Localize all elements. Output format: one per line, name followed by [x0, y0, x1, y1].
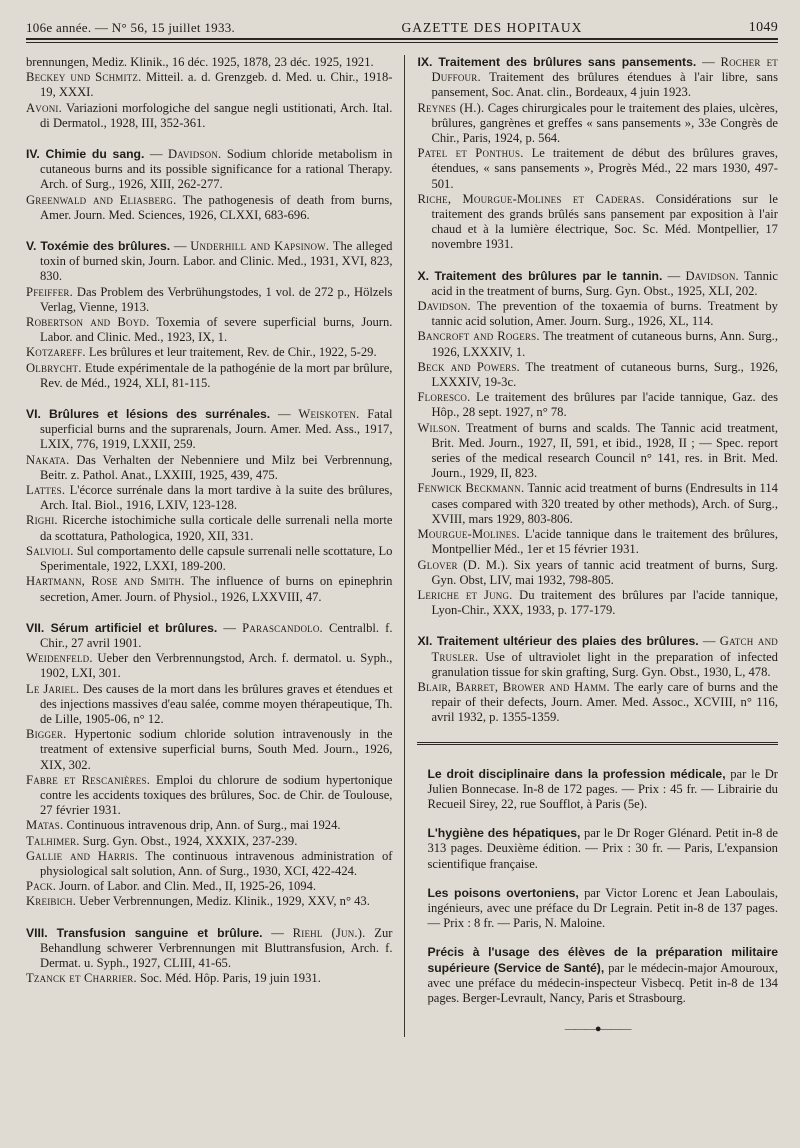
- reference-text: The early care of burns and the repair of their defects, Journ. Amer. Med. Assoc., XCVIII, n° 116, avril 1932, p. 1355-1359.: [431, 679, 778, 725]
- reference-text: Sodium chloride metabolism in cutaneous burns and its possible significance for a rational Therapy. Arch. of Surg., 1926, XIII, 262-277.: [40, 147, 393, 192]
- reference-entry: [26, 513, 392, 543]
- reference-text: Surg. Gyn. Obst., 1924, XXXIX, 237-239.: [79, 833, 298, 848]
- two-column-body: [26, 55, 778, 1037]
- reference-text: Le traitement de début des brûlures graves, étendues, « sans pansements », Progrès Méd., 22 mars 1930, 497-501.: [431, 146, 778, 191]
- author-name: Gatch and Trusler.: [431, 634, 778, 664]
- book-title: Les poisons overtoniens,: [427, 885, 579, 900]
- author-name: Davidson.: [168, 147, 222, 162]
- author-name: Le Jariel.: [26, 681, 80, 696]
- reference-entry: [26, 773, 392, 819]
- author-name: Weidenfeld.: [26, 651, 93, 666]
- section-entry: XI. Traitement ultérieur des plaies des brûlures. — Gatch and Trusler. Use of ultraviolet light in the preparation of infected granulation tissue for skin grafting, Surg. Gyn. Obst., 1930, L, 478.: [417, 634, 778, 679]
- reference-text: Soc. Méd. Hôp. Paris, 19 juin 1931.: [136, 971, 321, 986]
- reference-entry: [26, 315, 392, 345]
- author-name: Mourgue-Molines.: [417, 527, 520, 542]
- author-name: Avoni.: [26, 100, 62, 115]
- book-details: par Victor Lorenc et Jean Laboulais, ingénieurs, avec une préface du Dr Legrain. Petit in-8 de 137 pages. — Prix : 8 fr. — Paris, N. Maloine.: [427, 885, 778, 931]
- reference-entry: [417, 329, 778, 359]
- reference-entry: [417, 192, 778, 253]
- header-rule-thin: [26, 42, 778, 43]
- book-notice: [417, 826, 778, 872]
- book-details: par le Dr Roger Glénard. Petit in-8 de 313 pages. Deuxième édition. — Prix : 30 fr. — Paris, L'expansion scientifique française.: [427, 826, 778, 871]
- reference-text: Sul comportamento delle capsule surrenali nelle scottature, Lo Sperimentale, 1922, LXXI, 189-200.: [40, 543, 393, 574]
- author-name: Righi.: [26, 513, 58, 528]
- reference-text: Zur Behandlung schwerer Verbrennungen mit Bluttransfusion, Arch. f. Dermat. u. Syph., 1927, CLIII, 41-65.: [40, 925, 393, 970]
- author-name: Rocher et Duffour.: [431, 55, 778, 85]
- book-notice: [417, 767, 778, 813]
- section-heading: IV. Chimie du sang.: [26, 147, 145, 162]
- author-name: Floresco.: [417, 390, 471, 405]
- reference-entry: [26, 544, 392, 574]
- author-name: Olbrycht.: [26, 360, 82, 375]
- author-name: Leriche et Jung.: [417, 587, 513, 602]
- author-name: Nakata.: [26, 452, 70, 467]
- author-name: Kreibich.: [26, 894, 77, 909]
- reference-entry: [26, 345, 392, 360]
- author-name: Lattes.: [26, 483, 66, 498]
- author-name: Wilson.: [417, 420, 461, 435]
- reference-text: Variazioni morfologiche del sangue negli ustitionati, Arch. Ital. di Dermatol., 1928, III, 352-361.: [40, 100, 393, 130]
- reference-entry: [26, 193, 392, 223]
- reference-entry: [417, 360, 778, 390]
- reference-entry: [417, 680, 778, 726]
- author-name: Davidson.: [685, 268, 739, 283]
- author-name: Hartmann, Rose and Smith.: [26, 574, 185, 589]
- section-entry: VII. Sérum artificiel et brûlures. — Parascandolo. Centralbl. f. Chir., 27 avril 1901.: [26, 620, 393, 650]
- reference-entry: [26, 651, 392, 681]
- reference-entry: [417, 421, 778, 482]
- section-entry: VIII. Transfusion sanguine et brûlure. — Riehl (Jun.). Zur Behandlung schwerer Verbrennungen mit Bluttransfusion, Arch. f. Dermat. u. Syph., 1927, CLIII, 41-65.: [26, 925, 393, 970]
- reference-text: Considérations sur le traitement des grands brûlés sans pansement par exposition à l'air chaud et à la lumière électrique, Soc. Sc. Méd. Montpellier, 17 novembre 1931.: [431, 191, 778, 252]
- reference-entry: [417, 481, 778, 527]
- author-name: Pack.: [26, 879, 57, 894]
- section-entry: X. Traitement des brûlures par le tannin. — Davidson. Tannic acid in the treatment of burns, Surg. Gyn. Obst., 1925, XLI, 202.: [417, 268, 778, 298]
- reference-entry: [417, 299, 778, 329]
- reference-text: The prevention of the toxaemia of burns. Treatment by tannic acid solution, Amer. Journ. Surg., 1926, XL, 114.: [431, 299, 778, 329]
- header-rule: [26, 38, 778, 40]
- reference-entry: [417, 101, 778, 147]
- reference-text: The influence of burns on epinephrin secretion, Amer. Journ. of Physiol., 1926, LXXVIII, 47.: [40, 574, 393, 604]
- section-heading: X. Traitement des brûlures par le tannin.: [417, 268, 663, 283]
- reference-text: Ricerche istochimiche sulla corticale delle surrenali nella morte da scottatura, Pathologica, 1920, XII, 331.: [40, 513, 393, 543]
- book-title: L'hygiène des hépatiques,: [427, 826, 581, 841]
- author-name: Beckey und Schmitz.: [26, 70, 142, 85]
- reference-text: Six years of tannic acid treatment of burns, Surg. Gyn. Obst, LIV, mai 1932, 798-805.: [431, 557, 778, 587]
- reference-text: Du traitement des brûlures par l'acide tannique, Lyon-Chir., XXX, 1933, p. 177-179.: [431, 587, 778, 618]
- author-name: Gallie and Harris.: [26, 848, 139, 863]
- reference-entry: [26, 574, 392, 604]
- author-name: Salvioli.: [26, 543, 74, 558]
- end-ornament: ———●———: [564, 1023, 631, 1036]
- book-notice: [417, 945, 778, 1006]
- author-name: Talhimer.: [26, 833, 80, 848]
- book-details: par le Dr Julien Bonnecase. In-8 de 172 pages. — Prix : 45 fr. — Librairie du Recueil Sirey, 22, rue Soufflot, à Paris (5e).: [427, 766, 778, 811]
- book-details: par le médecin-major Amouroux, avec une préface du médecin-inspecteur Visbecq. Petit in-8 de 134 pages. Berger-Levrault, Nancy, Paris et Strasbourg.: [427, 960, 778, 1005]
- reference-entry: [26, 971, 392, 986]
- author-name: Robertson and Boyd.: [26, 315, 150, 330]
- reference-text: Cages chirurgicales pour le traitement des plaies, ulcères, brûlures, gangrènes et greffes « sans pansements », 33e Congrès de Chir., Paris, 1924, p. 564.: [431, 100, 778, 146]
- author-name: Pfeiffer.: [26, 284, 73, 299]
- reference-text: Fatal superficial burns and the suprarenals, Journ. Amer. Med. Ass., 1917, LXIX, 776, 1919, LXXII, 259.: [40, 407, 393, 452]
- author-name: Greenwald and Eliasberg.: [26, 192, 177, 207]
- author-name: Bancroft and Rogers.: [417, 329, 540, 344]
- reference-entry: [26, 101, 392, 131]
- left-column: [26, 55, 404, 1037]
- book-title: Précis à l'usage des élèves de la préparation militaire supérieure (Service de Santé),: [427, 945, 778, 975]
- reference-text: The treatment of cutaneous burns, Ann. Surg., 1926, LXXXIV, 1.: [431, 329, 778, 359]
- book-notices: [417, 767, 778, 1007]
- journal-title: GAZETTE DES HOPITAUX: [401, 20, 583, 35]
- book-notice: [417, 886, 778, 932]
- reference-text: Das Problem des Verbrühungstodes, 1 vol. de 272 p., Hölzels Verlag, Vienne, 1913.: [40, 284, 393, 314]
- author-name: Riche, Mourgue-Molines et Caderas.: [417, 191, 645, 206]
- reference-text: brennungen, Mediz. Klinik., 16 déc. 1925, 1878, 23 déc. 1925, 1921.: [26, 55, 374, 69]
- reference-text: Des causes de la mort dans les brûlures graves et étendues et des injections massives d'eau salée, comme moyen thérapeutique, Th. de Lille, 1905-06, n° 12.: [40, 681, 393, 726]
- author-name: Glover (D. M.).: [417, 557, 509, 572]
- reference-text: The continuous intravenous administration of physiological salt solution, Ann. of Surg., 1930, XCI, 422-424.: [40, 848, 393, 878]
- section-heading: IX. Traitement des brûlures sans pansements.: [417, 55, 697, 69]
- reference-text: Journ. of Labor. and Clin. Med., II, 1925-26, 1094.: [56, 879, 317, 894]
- author-name: Matas.: [26, 818, 64, 833]
- section-entry: IX. Traitement des brûlures sans pansements. — Rocher et Duffour. Traitement des brûlures étendues à l'air libre, sans pansement, Soc. Anat. clin., Bordeaux, 4 juin 1923.: [417, 55, 778, 100]
- page-number: 1049: [748, 20, 778, 35]
- reference-entry: [417, 527, 778, 557]
- reference-entry: [417, 558, 778, 588]
- reference-entry: [26, 818, 392, 833]
- right-column-references: [417, 55, 778, 726]
- section-heading: XI. Traitement ultérieur des plaies des brûlures.: [417, 634, 699, 649]
- reference-entry: [26, 894, 392, 909]
- section-heading: VII. Sérum artificiel et brûlures.: [26, 620, 218, 635]
- section-entry: IV. Chimie du sang. — Davidson. Sodium chloride metabolism in cutaneous burns and its possible significance for a rational Therapy. Arch. of Surg., 1926, XIII, 262-277.: [26, 147, 393, 192]
- reference-text: Mitteil. a. d. Grenzgeb. d. Med. u. Chir., 1918-19, XXXI.: [40, 70, 393, 100]
- running-header: [26, 10, 778, 36]
- reference-text: Tannic acid treatment of burns (Endresults in 114 cases compared with 320 treated by other methods), Arch. of Surg., XVIII, mars 1929, 803-806.: [431, 481, 778, 526]
- reference-text: Tannic acid in the treatment of burns, Surg. Gyn. Obst., 1925, XLI, 202.: [431, 268, 778, 298]
- reference-text: Das Verhalten der Nebenniere und Milz bei Verbrennung, Beitr. z. Pathol. Anat., LXXIII, 1925, 439, 475.: [40, 452, 393, 482]
- reference-entry: [417, 146, 778, 192]
- author-name: Beck and Powers.: [417, 359, 520, 374]
- reference-text: Treatment of burns and scalds. The Tannic acid treatment, Brit. Med. Journ., 1927, II, 591, et ibid., 1928, II ; — Spec. report series of the medical research Council n° 141, res. in Brit. Med. Journ., 1929, II, 823.: [431, 420, 778, 481]
- reference-text: Emploi du chlorure de sodium hypertonique contre les accidents toxiques des brûlures, Soc. de Chir. de Toulouse, 27 février 1931.: [40, 772, 393, 818]
- reference-text: Ueber Verbrennungen, Mediz. Klinik., 1929, XXV, n° 43.: [76, 894, 370, 909]
- reference-text: Les brûlures et leur traitement, Rev. de Chir., 1922, 5-29.: [85, 345, 377, 360]
- reference-text: The pathogenesis of death from burns, Amer. Journ. Med. Sciences, 1926, CLXXI, 683-696.: [40, 192, 393, 222]
- author-name: Fenwick Beckmann.: [417, 481, 525, 496]
- section-separator: [417, 742, 778, 745]
- reference-text: Centralbl. f. Chir., 27 avril 1901.: [40, 620, 393, 650]
- reference-entry: [26, 55, 392, 70]
- section-entry: VI. Brûlures et lésions des surrénales. — Weiskoten. Fatal superficial burns and the suprarenals, Journ. Amer. Med. Ass., 1917, LXIX, 776, 1919, LXXII, 259.: [26, 407, 393, 452]
- author-name: Tzanck et Charrier.: [26, 971, 137, 986]
- section-heading: VI. Brûlures et lésions des surrénales.: [26, 407, 271, 422]
- reference-text: Ueber den Verbrennungstod, Arch. f. dermatol. u. Syph., 1902, LXI, 301.: [40, 651, 393, 681]
- author-name: Riehl (Jun.).: [292, 925, 366, 940]
- reference-entry: [26, 834, 392, 849]
- reference-entry: [26, 879, 392, 894]
- reference-entry: [417, 588, 778, 618]
- author-name: Blair, Barret, Brower and Hamm.: [417, 679, 610, 694]
- book-title: Le droit disciplinaire dans la profession médicale,: [427, 766, 726, 781]
- reference-text: Toxemia of severe superficial burns, Journ. Labor. and Clinic. Med., 1923, IX, 1.: [40, 315, 393, 345]
- reference-entry: [26, 285, 392, 315]
- section-heading: V. Toxémie des brûlures.: [26, 239, 171, 254]
- reference-text: Use of ultraviolet light in the preparation of infected granulation tissue for skin grafting, Surg. Gyn. Obst., 1930, L, 478.: [431, 649, 778, 679]
- reference-entry: [26, 727, 392, 773]
- reference-text: The treatment of cutaneous burns, Surg., 1926, LXXXIV, 19-3c.: [431, 359, 778, 390]
- reference-text: Etude expérimentale de la pathogénie de la mort par brûlure, Rev. de Méd., 1924, XLI, 81-115.: [40, 360, 393, 390]
- reference-entry: [26, 453, 392, 483]
- issue-info: 106e année. — N° 56, 15 juillet 1933.: [26, 20, 236, 35]
- reference-entry: [26, 849, 392, 879]
- reference-text: The alleged toxin of burned skin, Journ. Labor. and Clinic. Med., 1931, XVI, 823, 830.: [40, 239, 393, 284]
- author-name: Weiskoten.: [298, 407, 360, 422]
- author-name: Underhill and Kapsinow.: [190, 239, 330, 254]
- reference-text: L'acide tannique dans le traitement des brûlures, Montpellier Méd., 1er et 15 février 1931.: [431, 527, 778, 557]
- reference-text: Hypertonic sodium chloride solution intravenously in the treatment of extensive superficial burns, South Med. Journ., 1926, XIX, 302.: [40, 727, 393, 772]
- right-column: [405, 55, 778, 1037]
- author-name: Bigger.: [26, 727, 67, 742]
- reference-text: L'écorce surrénale dans la mort tardive à la suite des brûlures, Arch. Ital. Biol., 1916, LXIV, 123-128.: [40, 483, 393, 513]
- reference-text: Traitement des brûlures étendues à l'air libre, sans pansement, Soc. Anat. clin., Bordeaux, 4 juin 1923.: [431, 70, 778, 100]
- author-name: Reynes (H.).: [417, 100, 485, 115]
- author-name: Davidson.: [417, 299, 471, 314]
- reference-entry: [26, 682, 392, 728]
- author-name: Kotzareff.: [26, 345, 86, 360]
- reference-entry: [26, 483, 392, 513]
- reference-entry: [417, 390, 778, 420]
- author-name: Patel et Ponthus.: [417, 146, 524, 161]
- reference-text: Le traitement des brûlures par l'acide tannique, Gaz. des Hôp., 28 sept. 1927, n° 78.: [431, 390, 778, 420]
- reference-entry: [26, 70, 392, 100]
- section-heading: VIII. Transfusion sanguine et brûlure.: [26, 925, 263, 940]
- section-entry: V. Toxémie des brûlures. — Underhill and Kapsinow. The alleged toxin of burned skin, Journ. Labor. and Clinic. Med., 1931, XVI, 823, 830.: [26, 239, 393, 284]
- reference-text: Continuous intravenous drip, Ann. of Surg., mai 1924.: [63, 818, 341, 833]
- author-name: Parascandolo.: [242, 620, 323, 635]
- reference-entry: [26, 361, 392, 391]
- author-name: Fabre et Rescanières.: [26, 772, 151, 787]
